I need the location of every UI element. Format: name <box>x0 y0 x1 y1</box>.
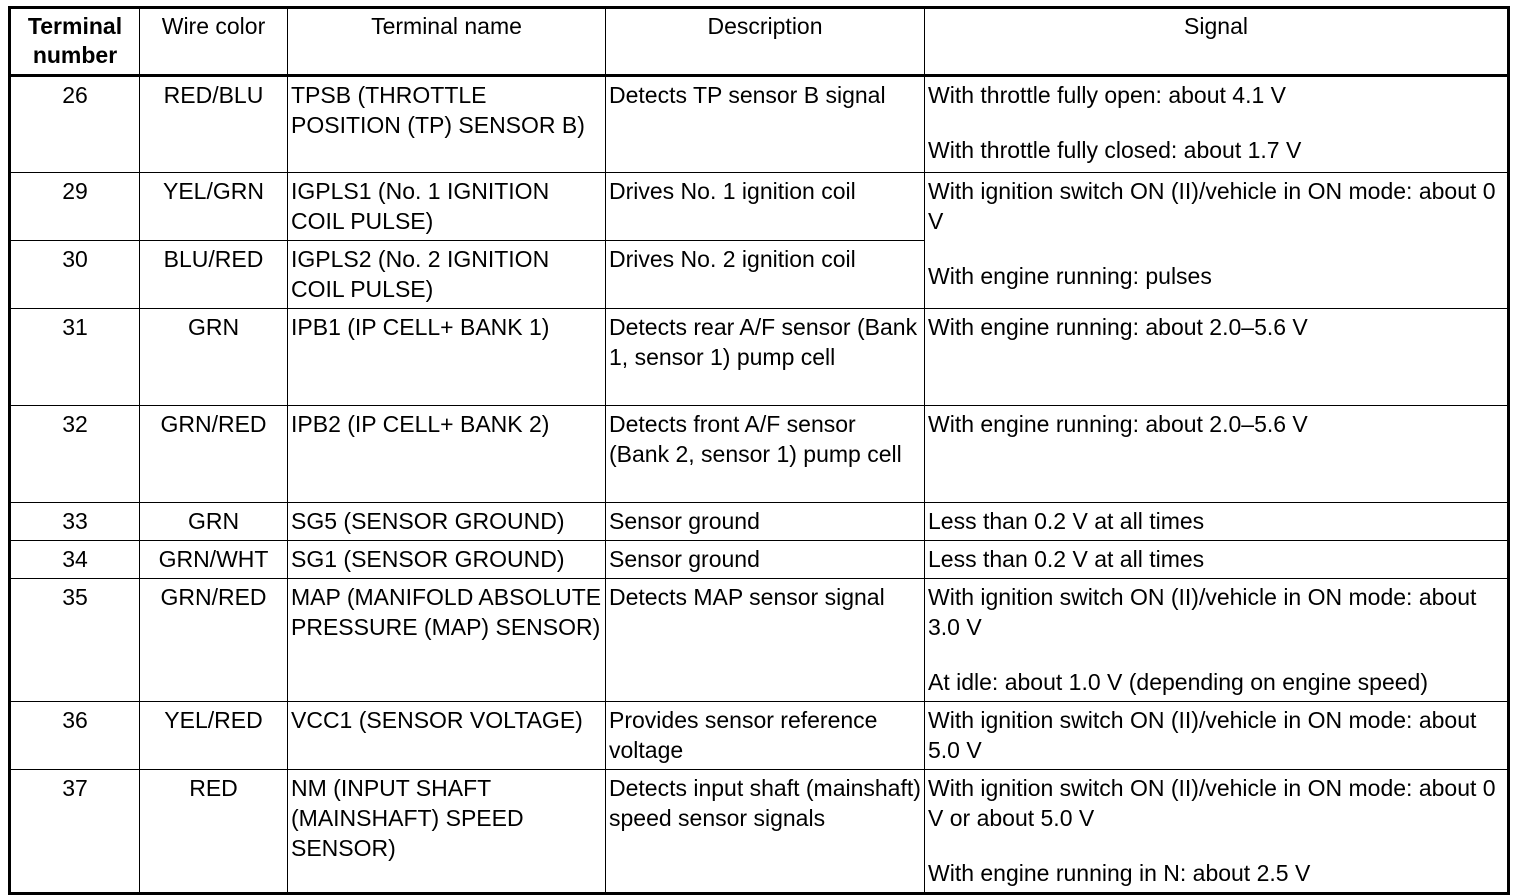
signal <box>925 702 1509 770</box>
terminal-number: 31 <box>10 309 140 406</box>
description: Detects rear A/F sensor (Bank 1, sensor 1) pump cell <box>606 309 925 406</box>
signal-line: With ignition switch ON (II)/vehicle in ON mode: about 3.0 V <box>928 584 1477 640</box>
terminal-number: 35 <box>10 579 140 702</box>
signal-line: With ignition switch ON (II)/vehicle in ON mode: about 0 V <box>928 178 1496 234</box>
wire-color: BLU/RED <box>140 241 288 309</box>
terminal-number: 34 <box>10 541 140 579</box>
signal-line: With ignition switch ON (II)/vehicle in ON mode: about 0 V or about 5.0 V <box>928 775 1496 831</box>
signal-line: With engine running in N: about 2.5 V <box>928 860 1311 886</box>
signal <box>925 579 1509 702</box>
wire-color: GRN/WHT <box>140 541 288 579</box>
signal-line: At idle: about 1.0 V (depending on engine speed) <box>928 669 1428 695</box>
description: Drives No. 1 ignition coil <box>606 173 925 241</box>
terminal-number: 36 <box>10 702 140 770</box>
terminal-name: VCC1 (SENSOR VOLTAGE) <box>288 702 606 770</box>
table-row <box>10 770 1509 894</box>
description: Drives No. 2 ignition coil <box>606 241 925 309</box>
terminal-name: TPSB (THROTTLE POSITION (TP) SENSOR B) <box>288 76 606 173</box>
wire-color: YEL/RED <box>140 702 288 770</box>
description: Detects MAP sensor signal <box>606 579 925 702</box>
terminal-name: IGPLS1 (No. 1 IGNITION COIL PULSE) <box>288 173 606 241</box>
description: Detects input shaft (mainshaft) speed sensor signals <box>606 770 925 894</box>
header-terminal-name: Terminal name <box>288 8 606 76</box>
terminal-number: 37 <box>10 770 140 894</box>
table-row <box>10 579 1509 702</box>
table-row <box>10 76 1509 173</box>
terminal-table <box>8 6 1510 895</box>
wire-color: YEL/GRN <box>140 173 288 241</box>
signal <box>925 173 1509 309</box>
signal <box>925 76 1509 173</box>
table-row <box>10 702 1509 770</box>
table-row <box>10 406 1509 503</box>
signal <box>925 541 1509 579</box>
header-wire-color: Wire color <box>140 8 288 76</box>
wire-color: RED <box>140 770 288 894</box>
terminal-name: IPB1 (IP CELL+ BANK 1) <box>288 309 606 406</box>
signal-line: With throttle fully open: about 4.1 V <box>928 82 1286 108</box>
terminal-name: MAP (MANIFOLD ABSOLUTE PRESSURE (MAP) SENSOR) <box>288 579 606 702</box>
description: Detects TP sensor B signal <box>606 76 925 173</box>
wire-color: RED/BLU <box>140 76 288 173</box>
signal-line: Less than 0.2 V at all times <box>928 508 1205 534</box>
terminal-name: NM (INPUT SHAFT (MAINSHAFT) SPEED SENSOR) <box>288 770 606 894</box>
signal <box>925 770 1509 894</box>
table-row <box>10 541 1509 579</box>
description: Sensor ground <box>606 541 925 579</box>
header-terminal-number: Terminal number <box>10 8 140 76</box>
signal-line: With engine running: pulses <box>928 263 1212 289</box>
signal-line: Less than 0.2 V at all times <box>928 546 1205 572</box>
wire-color: GRN/RED <box>140 406 288 503</box>
table-row <box>10 173 1509 241</box>
signal <box>925 503 1509 541</box>
signal-line: With engine running: about 2.0–5.6 V <box>928 314 1308 340</box>
description: Sensor ground <box>606 503 925 541</box>
terminal-name: IGPLS2 (No. 2 IGNITION COIL PULSE) <box>288 241 606 309</box>
wire-color: GRN/RED <box>140 579 288 702</box>
header-signal: Signal <box>925 8 1509 76</box>
terminal-name: SG1 (SENSOR GROUND) <box>288 541 606 579</box>
description: Detects front A/F sensor (Bank 2, sensor 1) pump cell <box>606 406 925 503</box>
signal-line: With ignition switch ON (II)/vehicle in ON mode: about 5.0 V <box>928 707 1477 763</box>
signal <box>925 406 1509 503</box>
signal-line: With engine running: about 2.0–5.6 V <box>928 411 1308 437</box>
table-row <box>10 309 1509 406</box>
terminal-name: IPB2 (IP CELL+ BANK 2) <box>288 406 606 503</box>
terminal-number: 29 <box>10 173 140 241</box>
terminal-name: SG5 (SENSOR GROUND) <box>288 503 606 541</box>
signal <box>925 309 1509 406</box>
terminal-number: 30 <box>10 241 140 309</box>
wire-color: GRN <box>140 503 288 541</box>
signal-line: With throttle fully closed: about 1.7 V <box>928 137 1302 163</box>
terminal-number: 32 <box>10 406 140 503</box>
header-description: Description <box>606 8 925 76</box>
table-header-row <box>10 8 1509 76</box>
table-row <box>10 503 1509 541</box>
terminal-number: 26 <box>10 76 140 173</box>
terminal-number: 33 <box>10 503 140 541</box>
wire-color: GRN <box>140 309 288 406</box>
description: Provides sensor reference voltage <box>606 702 925 770</box>
